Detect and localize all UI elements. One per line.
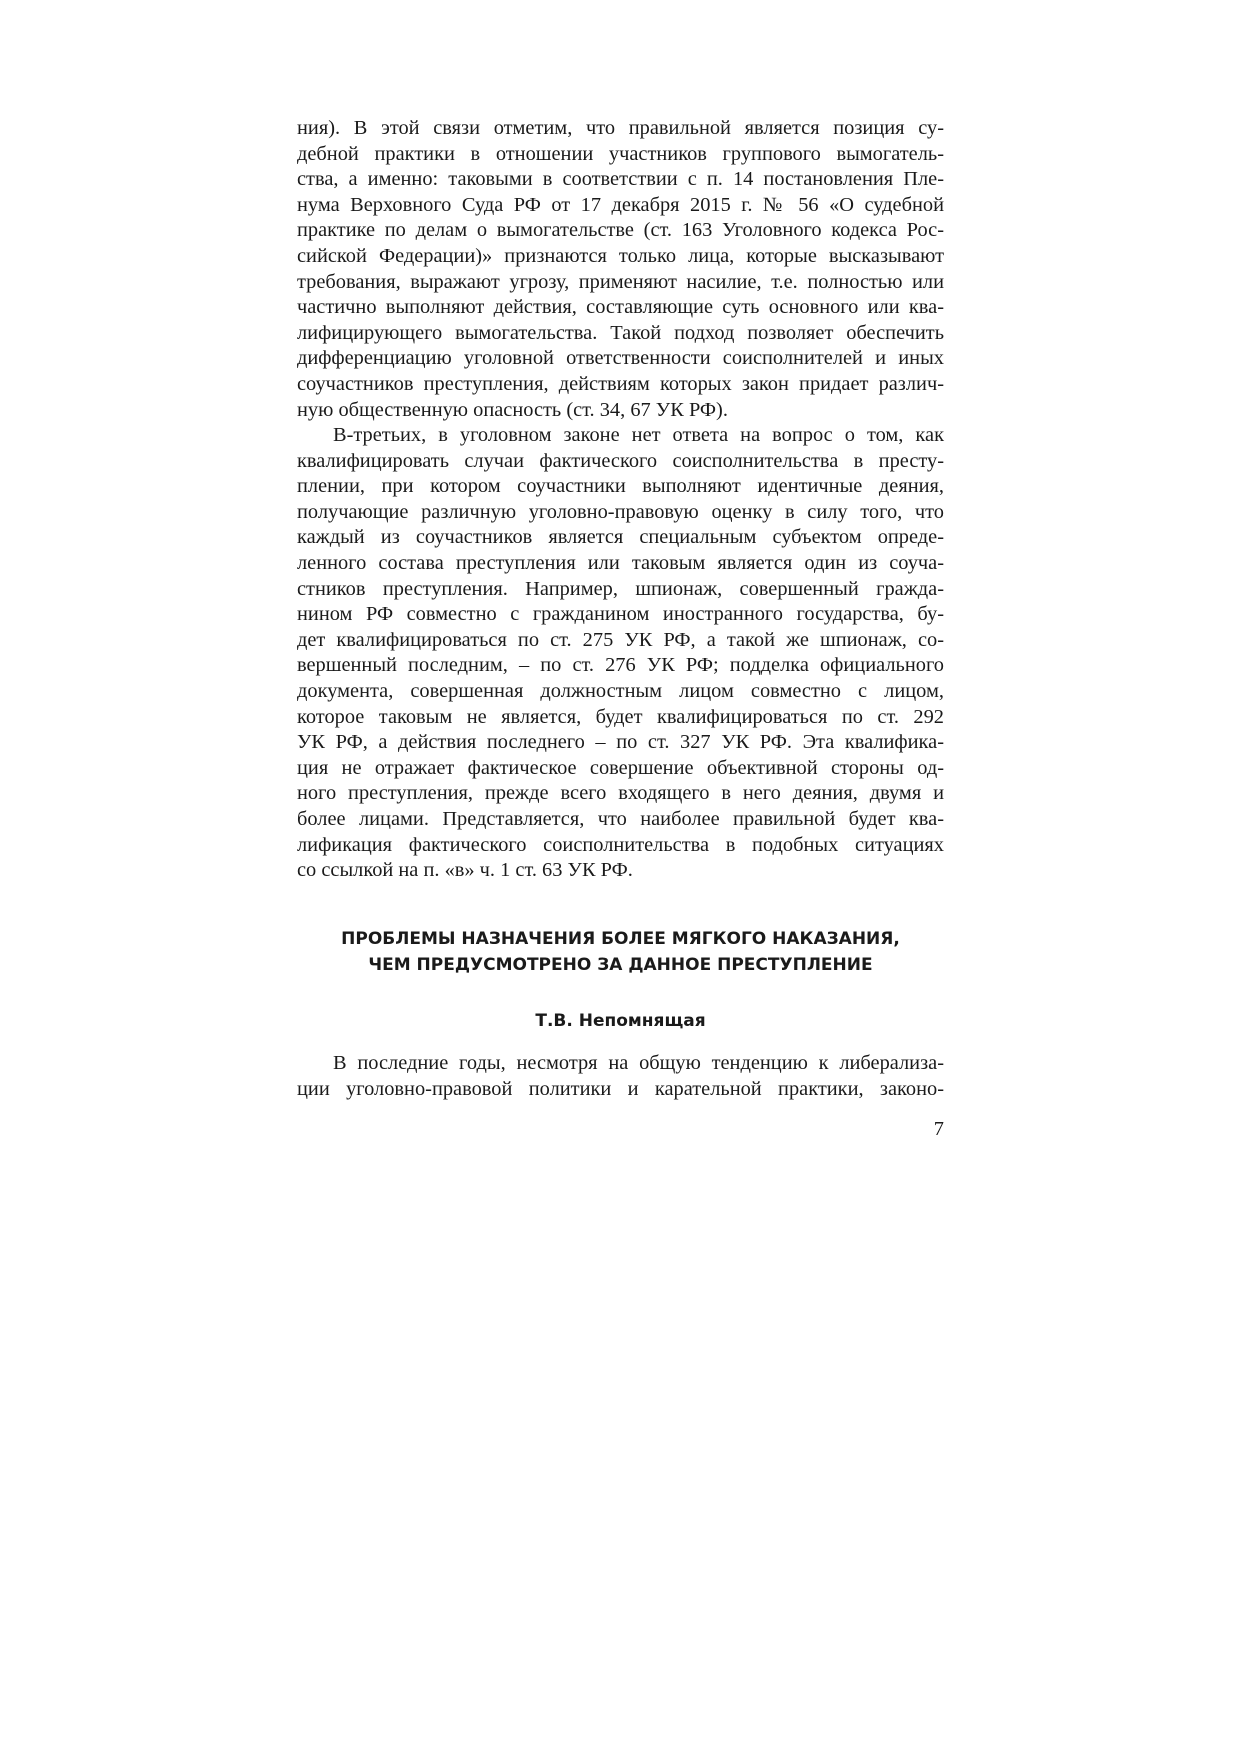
- text-line: ния). В этой связи отметим, что правильной является позиция су-: [297, 117, 944, 139]
- paragraph-continuation: [297, 116, 944, 423]
- text-line: дет квалифицироваться по ст. 275 УК РФ, а такой же шпионаж, со-: [297, 628, 944, 651]
- article-title-line: ЧЕМ ПРЕДУСМОТРЕНО ЗА ДАННОЕ ПРЕСТУПЛЕНИЕ: [368, 954, 873, 975]
- page-number: 7: [933, 1118, 944, 1140]
- text-line: стников преступления. Например, шпионаж, совершенный гражда-: [297, 577, 944, 600]
- text-line: которое таковым не является, будет квалифицироваться по ст. 292: [297, 705, 944, 728]
- text-line: нином РФ совместно с гражданином иностранного государства, бу-: [297, 603, 944, 626]
- text-line: дифференциацию уголовной ответственности соисполнителей и иных: [297, 347, 944, 370]
- text-line: В-третьих, в уголовном законе нет ответа на вопрос о том, как: [333, 424, 944, 446]
- paragraph-third-point: [297, 423, 944, 884]
- text-line: лификация фактического соисполнительства в подобных ситуациях: [297, 833, 944, 856]
- text-line: лифицирующего вымогательства. Такой подход позволяет обеспечить: [297, 321, 944, 344]
- article-author: Т.В. Непомнящая: [535, 1011, 706, 1031]
- text-line: ного преступления, прежде всего входящего в него деяния, двумя и: [297, 782, 944, 805]
- text-line: плении, при котором соучастники выполняют идентичные деяния,: [297, 475, 944, 498]
- text-line: УК РФ, а действия последнего – по ст. 327 УК РФ. Эта квалифика-: [297, 731, 944, 754]
- text-line: ленного состава преступления или таковым является один из соуча-: [297, 551, 944, 574]
- paragraph-article-intro: [297, 1051, 944, 1102]
- text-line: вершенный последним, – по ст. 276 УК РФ; подделка официального: [297, 654, 944, 677]
- text-line: ции уголовно-правовой политики и карательной практики, законо-: [297, 1077, 944, 1100]
- text-line: ция не отражает фактическое совершение объективной стороны од-: [297, 756, 944, 779]
- text-line: дебной практики в отношении участников группового вымогатель-: [297, 142, 944, 165]
- text-line: практике по делам о вымогательстве (ст. 163 Уголовного кодекса Рос-: [297, 219, 944, 242]
- text-line: В последние годы, несмотря на общую тенденцию к либерализа-: [333, 1052, 944, 1074]
- text-line: ную общественную опасность (ст. 34, 67 УК РФ).: [297, 398, 728, 421]
- text-line: каждый из соучастников является специальным субъектом опреде-: [297, 526, 944, 549]
- text-line: частично выполняют действия, составляющие суть основного или ква-: [297, 296, 944, 319]
- article-title: [297, 927, 944, 978]
- article-title-line: ПРОБЛЕМЫ НАЗНАЧЕНИЯ БОЛЕЕ МЯГКОГО НАКАЗАНИЯ,: [341, 929, 900, 949]
- text-line: получающие различную уголовно-правовую оценку в силу того, что: [297, 500, 944, 523]
- text-line: сийской Федерации)» признаются только лица, которые высказывают: [297, 244, 944, 267]
- text-line: более лицами. Представляется, что наиболее правильной будет ква-: [297, 807, 944, 830]
- text-line: нума Верховного Суда РФ от 17 декабря 2015 г. № 56 «О судебной: [297, 193, 944, 216]
- text-line: ства, а именно: таковыми в соответствии с п. 14 постановления Пле-: [297, 168, 944, 191]
- text-line: документа, совершенная должностным лицом совместно с лицом,: [297, 679, 944, 702]
- text-line: соучастников преступления, действиям которых закон придает различ-: [297, 372, 944, 395]
- text-line: требования, выражают угрозу, применяют насилие, т.е. полностью или: [297, 270, 944, 293]
- text-line: квалифицировать случаи фактического соисполнительства в престу-: [297, 449, 944, 472]
- text-line: со ссылкой на п. «в» ч. 1 ст. 63 УК РФ.: [297, 859, 633, 882]
